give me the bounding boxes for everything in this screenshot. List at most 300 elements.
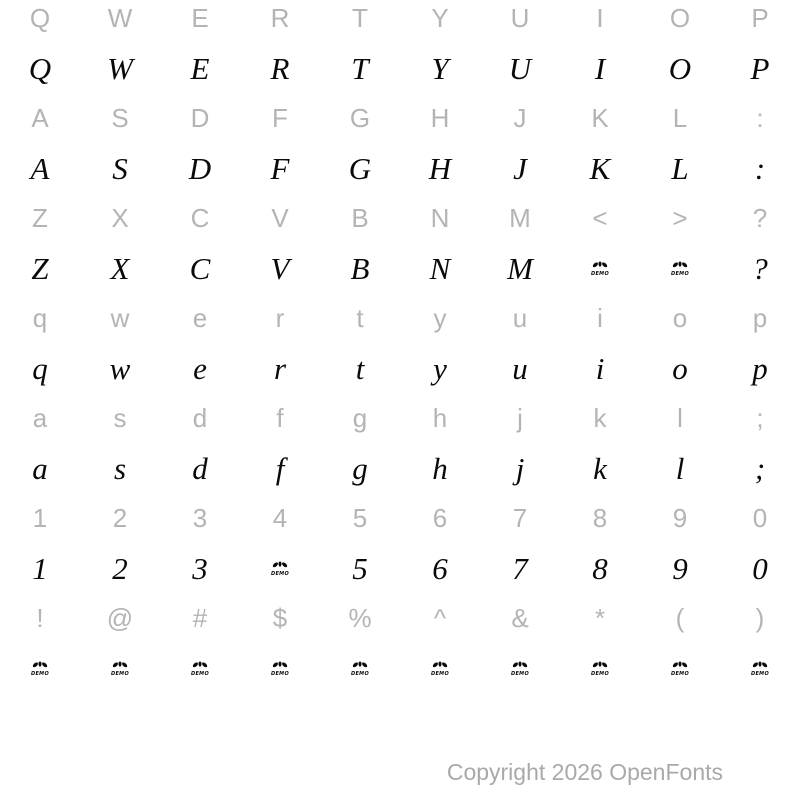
- glyph-char: C: [190, 203, 210, 233]
- glyph-cell: [240, 0, 320, 43]
- glyph-cell: [160, 293, 240, 343]
- glyph-cell: [240, 43, 320, 93]
- glyph-char: r: [275, 303, 285, 333]
- glyph-cell: [480, 593, 560, 643]
- glyph-cell: [240, 543, 320, 593]
- demo-replacement-glyph: [110, 660, 130, 676]
- glyph-cell: [400, 93, 480, 143]
- glyph-char: P: [750, 50, 770, 86]
- glyph-char: &: [511, 603, 529, 633]
- glyph-char: R: [270, 3, 290, 33]
- glyph-cell: [400, 243, 480, 293]
- glyph-cell: [720, 293, 800, 343]
- demo-replacement-glyph: [510, 660, 530, 676]
- glyph-char: D: [190, 103, 210, 133]
- glyph-char: X: [110, 250, 130, 286]
- glyph-row-reference: [0, 393, 800, 443]
- glyph-char: Y: [431, 3, 449, 33]
- demo-label: DEMO: [511, 670, 529, 676]
- glyph-char: o: [672, 350, 688, 386]
- fleuron-ornament-icon: [750, 660, 770, 676]
- demo-replacement-glyph: [670, 660, 690, 676]
- glyph-char: s: [113, 403, 127, 433]
- glyph-char: K: [591, 103, 609, 133]
- glyph-char: 9: [672, 503, 688, 533]
- glyph-char: $: [272, 603, 288, 633]
- glyph-char: F: [270, 150, 290, 186]
- glyph-row-reference: [0, 93, 800, 143]
- glyph-char: :: [756, 103, 764, 133]
- glyph-char: q: [32, 350, 48, 386]
- glyph-cell: [480, 393, 560, 443]
- glyph-cell: [320, 143, 400, 193]
- glyph-cell: [320, 93, 400, 143]
- fleuron-ornament-icon: [350, 660, 370, 676]
- glyph-cell: [80, 243, 160, 293]
- fleuron-ornament-icon: [430, 660, 450, 676]
- glyph-char: o: [672, 303, 688, 333]
- glyph-char: 1: [32, 550, 48, 586]
- glyph-cell: [480, 443, 560, 493]
- glyph-cell: [640, 493, 720, 543]
- glyph-char: !: [36, 603, 44, 633]
- glyph-cell: [560, 493, 640, 543]
- glyph-char: B: [351, 203, 369, 233]
- glyph-char: M: [507, 250, 533, 286]
- glyph-char: p: [752, 303, 768, 333]
- glyph-char: L: [672, 103, 688, 133]
- glyph-cell: [320, 243, 400, 293]
- glyph-cell: [80, 193, 160, 243]
- glyph-cell: [80, 493, 160, 543]
- glyph-char: V: [271, 203, 289, 233]
- glyph-char: S: [111, 103, 129, 133]
- glyph-cell: [240, 643, 320, 693]
- glyph-cell: [720, 493, 800, 543]
- glyph-char: 6: [432, 503, 448, 533]
- glyph-cell: [240, 593, 320, 643]
- glyph-cell: [480, 243, 560, 293]
- glyph-cell: [640, 643, 720, 693]
- glyph-cell: [0, 43, 80, 93]
- glyph-cell: [640, 443, 720, 493]
- glyph-char: 0: [752, 550, 768, 586]
- glyph-char: d: [192, 403, 208, 433]
- glyph-char: y: [433, 350, 447, 386]
- glyph-row-specimen: [0, 243, 800, 293]
- glyph-cell: [720, 93, 800, 143]
- glyph-cell: [240, 493, 320, 543]
- glyph-char: J: [513, 103, 527, 133]
- glyph-cell: [0, 143, 80, 193]
- glyph-char: s: [113, 450, 127, 486]
- glyph-char: ^: [433, 603, 447, 633]
- glyph-cell: [480, 43, 560, 93]
- glyph-cell: [480, 543, 560, 593]
- demo-label: DEMO: [751, 670, 769, 676]
- glyph-char: I: [594, 50, 606, 86]
- glyph-char: w: [109, 350, 131, 386]
- glyph-cell: [640, 143, 720, 193]
- glyph-char: e: [193, 350, 207, 386]
- fleuron-ornament-icon: [110, 660, 130, 676]
- glyph-char: A: [30, 150, 50, 186]
- demo-replacement-glyph: [190, 660, 210, 676]
- glyph-char: 8: [592, 503, 608, 533]
- glyph-char: 3: [192, 550, 208, 586]
- glyph-cell: [160, 393, 240, 443]
- glyph-cell: [560, 43, 640, 93]
- glyph-row-reference: [0, 0, 800, 43]
- glyph-char: w: [110, 303, 130, 333]
- glyph-char: 0: [752, 503, 768, 533]
- glyph-char: h: [432, 403, 448, 433]
- glyph-cell: [480, 0, 560, 43]
- glyph-char: g: [352, 450, 368, 486]
- glyph-char: l: [677, 403, 683, 433]
- glyph-cell: [640, 193, 720, 243]
- glyph-char: J: [513, 150, 527, 186]
- glyph-char: G: [349, 103, 371, 133]
- glyph-cell: [560, 593, 640, 643]
- glyph-cell: [320, 543, 400, 593]
- glyph-cell: [480, 493, 560, 543]
- glyph-char: 6: [432, 550, 448, 586]
- glyph-char: i: [595, 350, 605, 386]
- glyph-row-specimen: [0, 43, 800, 93]
- glyph-char: 2: [112, 503, 128, 533]
- glyph-cell: [400, 443, 480, 493]
- glyph-char: k: [593, 403, 607, 433]
- glyph-char: d: [192, 450, 208, 486]
- glyph-cell: [480, 193, 560, 243]
- glyph-cell: [720, 643, 800, 693]
- glyph-char: U: [510, 3, 530, 33]
- glyph-cell: [480, 93, 560, 143]
- glyph-cell: [640, 543, 720, 593]
- glyph-char: l: [675, 450, 685, 486]
- glyph-cell: [80, 293, 160, 343]
- glyph-cell: [720, 443, 800, 493]
- glyph-char: i: [597, 303, 603, 333]
- demo-label: DEMO: [431, 670, 449, 676]
- glyph-cell: [480, 643, 560, 693]
- glyph-char: ?: [752, 250, 768, 286]
- glyph-cell: [0, 393, 80, 443]
- glyph-cell: [480, 343, 560, 393]
- glyph-row-reference: [0, 193, 800, 243]
- glyph-char: a: [32, 403, 48, 433]
- glyph-cell: [240, 93, 320, 143]
- glyph-cell: [80, 43, 160, 93]
- glyph-char: O: [669, 3, 691, 33]
- fleuron-ornament-icon: [190, 660, 210, 676]
- glyph-char: Z: [31, 250, 49, 286]
- glyph-char: :: [754, 150, 766, 186]
- glyph-char: W: [107, 50, 133, 86]
- glyph-char: B: [350, 250, 370, 286]
- glyph-cell: [480, 293, 560, 343]
- glyph-row-reference: [0, 493, 800, 543]
- glyph-char: 5: [352, 503, 368, 533]
- glyph-char: O: [668, 50, 692, 86]
- glyph-char: P: [751, 3, 769, 33]
- glyph-cell: [640, 93, 720, 143]
- glyph-cell: [160, 243, 240, 293]
- glyph-char: H: [430, 103, 450, 133]
- glyph-cell: [240, 293, 320, 343]
- glyph-char: Z: [32, 203, 48, 233]
- glyph-char: 3: [192, 503, 208, 533]
- glyph-cell: [80, 643, 160, 693]
- glyph-char: H: [428, 150, 452, 186]
- glyph-cell: [720, 593, 800, 643]
- glyph-row-specimen: [0, 543, 800, 593]
- glyph-cell: [560, 543, 640, 593]
- glyph-cell: [720, 43, 800, 93]
- glyph-cell: [80, 443, 160, 493]
- demo-replacement-glyph: [270, 560, 290, 576]
- demo-replacement-glyph: [350, 660, 370, 676]
- glyph-row-specimen: [0, 343, 800, 393]
- glyph-cell: [0, 493, 80, 543]
- demo-label: DEMO: [191, 670, 209, 676]
- glyph-cell: [0, 343, 80, 393]
- glyph-row-specimen: [0, 143, 800, 193]
- glyph-char: ;: [756, 403, 764, 433]
- glyph-char: 5: [352, 550, 368, 586]
- glyph-char: Y: [431, 50, 449, 86]
- glyph-cell: [560, 243, 640, 293]
- glyph-cell: [240, 243, 320, 293]
- glyph-cell: [400, 43, 480, 93]
- glyph-char: a: [32, 450, 48, 486]
- glyph-char: 8: [592, 550, 608, 586]
- glyph-cell: [160, 93, 240, 143]
- glyph-cell: [320, 0, 400, 43]
- demo-label: DEMO: [591, 670, 609, 676]
- glyph-char: F: [272, 103, 288, 133]
- glyph-cell: [320, 343, 400, 393]
- glyph-char: N: [429, 250, 451, 286]
- fleuron-ornament-icon: [270, 560, 290, 576]
- glyph-cell: [400, 493, 480, 543]
- glyph-char: U: [508, 50, 532, 86]
- glyph-cell: [240, 143, 320, 193]
- glyph-cell: [320, 493, 400, 543]
- glyph-row-reference: [0, 293, 800, 343]
- glyph-cell: [320, 43, 400, 93]
- glyph-char: h: [432, 450, 448, 486]
- demo-label: DEMO: [351, 670, 369, 676]
- glyph-char: k: [593, 450, 607, 486]
- glyph-cell: [80, 343, 160, 393]
- glyph-cell: [0, 593, 80, 643]
- fleuron-ornament-icon: [670, 260, 690, 276]
- demo-replacement-glyph: [750, 660, 770, 676]
- demo-label: DEMO: [671, 270, 689, 276]
- glyph-cell: [640, 293, 720, 343]
- glyph-cell: [160, 193, 240, 243]
- glyph-cell: [720, 143, 800, 193]
- glyph-char: 7: [512, 503, 528, 533]
- glyph-cell: [0, 93, 80, 143]
- glyph-char: K: [589, 150, 611, 186]
- glyph-cell: [560, 143, 640, 193]
- fleuron-ornament-icon: [510, 660, 530, 676]
- glyph-char: E: [190, 50, 210, 86]
- glyph-cell: [160, 493, 240, 543]
- glyph-row-reference: [0, 593, 800, 643]
- glyph-cell: [400, 293, 480, 343]
- glyph-char: T: [352, 3, 368, 33]
- glyph-cell: [160, 43, 240, 93]
- glyph-cell: [560, 93, 640, 143]
- glyph-cell: [0, 643, 80, 693]
- demo-replacement-glyph: [430, 660, 450, 676]
- glyph-char: %: [348, 603, 372, 633]
- glyph-cell: [320, 393, 400, 443]
- glyph-cell: [160, 343, 240, 393]
- glyph-char: g: [352, 403, 368, 433]
- glyph-char: ?: [752, 203, 768, 233]
- glyph-cell: [160, 593, 240, 643]
- glyph-char: j: [517, 403, 523, 433]
- glyph-char: X: [111, 203, 129, 233]
- glyph-cell: [80, 93, 160, 143]
- glyph-char: <: [592, 203, 608, 233]
- fleuron-ornament-icon: [270, 660, 290, 676]
- glyph-cell: [80, 543, 160, 593]
- glyph-cell: [400, 0, 480, 43]
- glyph-cell: [160, 143, 240, 193]
- glyph-char: q: [32, 303, 48, 333]
- demo-replacement-glyph: [590, 260, 610, 276]
- copyright-text: Copyright 2026 OpenFonts: [446, 759, 723, 785]
- glyph-cell: [720, 243, 800, 293]
- glyph-char: (: [675, 603, 685, 633]
- glyph-char: t: [356, 303, 364, 333]
- glyph-cell: [320, 193, 400, 243]
- fleuron-ornament-icon: [30, 660, 50, 676]
- glyph-char: C: [189, 250, 211, 286]
- glyph-cell: [160, 443, 240, 493]
- demo-label: DEMO: [271, 570, 289, 576]
- glyph-char: V: [270, 250, 290, 286]
- glyph-char: @: [106, 603, 134, 633]
- glyph-cell: [640, 593, 720, 643]
- glyph-cell: [720, 343, 800, 393]
- glyph-row-specimen: [0, 643, 800, 693]
- glyph-char: 2: [112, 550, 128, 586]
- glyph-char: D: [188, 150, 212, 186]
- glyph-char: *: [594, 603, 606, 633]
- glyph-cell: [80, 393, 160, 443]
- glyph-cell: [720, 393, 800, 443]
- glyph-char: E: [191, 3, 209, 33]
- glyph-cell: [0, 543, 80, 593]
- demo-replacement-glyph: [590, 660, 610, 676]
- glyph-cell: [320, 593, 400, 643]
- glyph-char: 4: [272, 503, 288, 533]
- fleuron-ornament-icon: [670, 660, 690, 676]
- glyph-cell: [160, 0, 240, 43]
- glyph-cell: [160, 643, 240, 693]
- glyph-char: 1: [32, 503, 48, 533]
- glyph-cell: [400, 343, 480, 393]
- glyph-char: W: [107, 3, 133, 33]
- glyph-char: L: [671, 150, 689, 186]
- glyph-cell: [240, 393, 320, 443]
- glyph-char: >: [672, 203, 688, 233]
- glyph-cell: [640, 393, 720, 443]
- glyph-char: 9: [672, 550, 688, 586]
- glyph-cell: [560, 343, 640, 393]
- glyph-cell: [0, 0, 80, 43]
- glyph-cell: [0, 243, 80, 293]
- glyph-row-specimen: [0, 443, 800, 493]
- glyph-char: G: [348, 150, 372, 186]
- glyph-cell: [240, 443, 320, 493]
- glyph-cell: [0, 443, 80, 493]
- glyph-char: S: [112, 150, 128, 186]
- glyph-cell: [400, 393, 480, 443]
- glyph-char: 7: [512, 550, 528, 586]
- glyph-char: #: [192, 603, 208, 633]
- glyph-cell: [640, 243, 720, 293]
- glyph-cell: [560, 443, 640, 493]
- glyph-cell: [560, 643, 640, 693]
- glyph-char: Q: [28, 50, 52, 86]
- glyph-char: ): [755, 603, 765, 633]
- glyph-cell: [640, 43, 720, 93]
- glyph-cell: [0, 193, 80, 243]
- glyph-cell: [720, 0, 800, 43]
- glyph-char: N: [430, 203, 450, 233]
- glyph-cell: [0, 293, 80, 343]
- glyph-cell: [640, 343, 720, 393]
- glyph-char: u: [512, 303, 528, 333]
- glyph-cell: [560, 0, 640, 43]
- glyph-char: I: [596, 3, 604, 33]
- glyph-char: A: [31, 103, 49, 133]
- demo-label: DEMO: [31, 670, 49, 676]
- glyph-cell: [400, 593, 480, 643]
- demo-replacement-glyph: [30, 660, 50, 676]
- glyph-char: ;: [754, 450, 766, 486]
- glyph-char: M: [509, 203, 531, 233]
- glyph-cell: [400, 543, 480, 593]
- glyph-cell: [480, 143, 560, 193]
- glyph-char: f: [276, 403, 284, 433]
- glyph-char: t: [355, 350, 365, 386]
- fleuron-ornament-icon: [590, 660, 610, 676]
- glyph-cell: [80, 143, 160, 193]
- glyph-char: j: [515, 450, 525, 486]
- glyph-cell: [80, 0, 160, 43]
- glyph-char: Q: [29, 3, 51, 33]
- demo-replacement-glyph: [670, 260, 690, 276]
- glyph-cell: [560, 393, 640, 443]
- demo-label: DEMO: [111, 670, 129, 676]
- glyph-cell: [400, 143, 480, 193]
- glyph-cell: [240, 343, 320, 393]
- glyph-cell: [400, 193, 480, 243]
- demo-replacement-glyph: [270, 660, 290, 676]
- glyph-cell: [560, 193, 640, 243]
- glyph-cell: [640, 0, 720, 43]
- glyph-cell: [320, 443, 400, 493]
